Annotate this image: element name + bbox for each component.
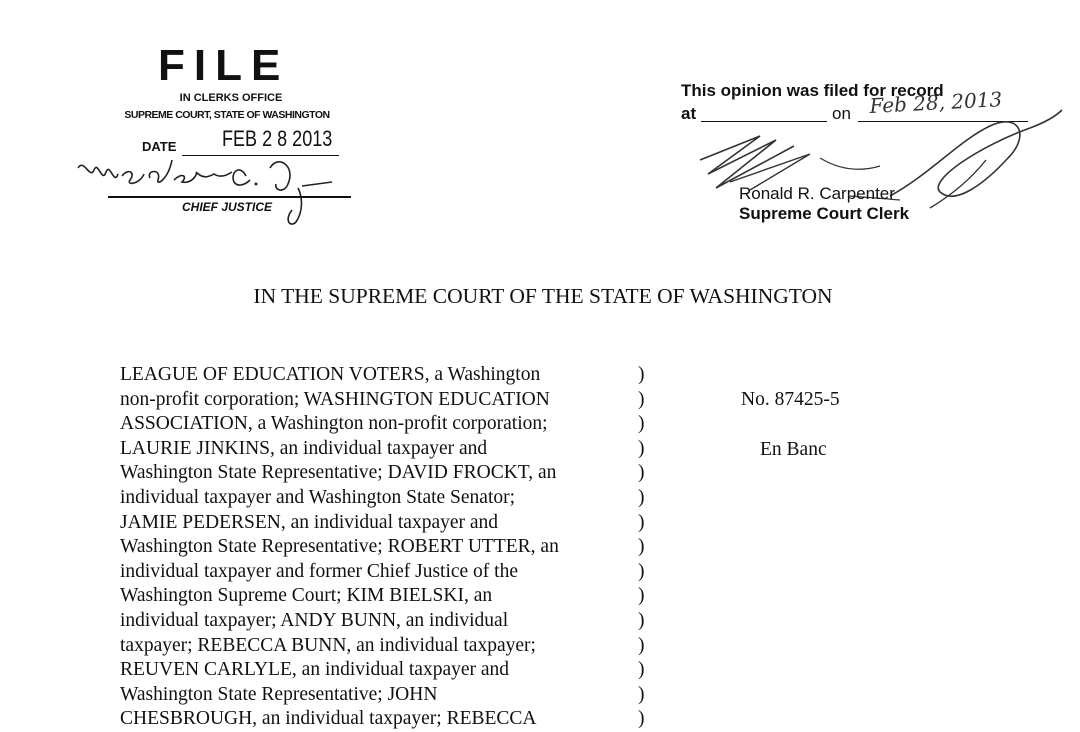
- file-stamp-chief-line: [108, 196, 351, 198]
- caption-paren: ): [638, 364, 645, 385]
- caption-line: individual taxpayer and Washington State Senator;: [120, 486, 516, 508]
- caption-paren: ): [638, 388, 645, 410]
- caption-paren: ): [638, 609, 645, 631]
- caption-line: JAMIE PEDERSEN, an individual taxpayer and: [120, 511, 499, 533]
- en-banc-label: En Banc: [760, 439, 827, 460]
- filed-on-label: on: [832, 104, 851, 123]
- caption-line: LEAGUE OF EDUCATION VOTERS, a Washington: [120, 364, 541, 385]
- caption-line: individual taxpayer and former Chief Justice of the: [120, 560, 518, 582]
- file-stamp-chief-label: CHIEF JUSTICE: [181, 200, 272, 214]
- caption-paren: ): [638, 683, 645, 705]
- case-caption: [120, 363, 625, 732]
- clerk-name: Ronald R. Carpenter: [739, 184, 895, 203]
- caption-paren: ): [638, 659, 645, 681]
- filed-at-label: at: [681, 104, 697, 123]
- caption-paren: ): [638, 413, 645, 435]
- caption-line: REUVEN CARLYLE, an individual taxpayer and: [120, 659, 510, 681]
- caption-line: Washington State Representative; DAVID FROCKT, an: [120, 462, 557, 484]
- caption-paren-column: [638, 363, 652, 732]
- caption-line: LAURIE JINKINS, an individual taxpayer and: [120, 437, 488, 459]
- caption-line: ASSOCIATION, a Washington non-profit corporation;: [120, 413, 548, 435]
- file-stamp-date-label: DATE: [142, 139, 177, 154]
- file-stamp-title: FILE: [158, 41, 290, 90]
- caption-paren: ): [638, 437, 645, 459]
- file-stamp-clerks-office: IN CLERKS OFFICE: [179, 92, 283, 104]
- file-stamp-court-state: SUPREME COURT, STATE OF WASHINGTON: [124, 109, 330, 121]
- caption-paren: ): [638, 560, 645, 582]
- chief-justice-signature: [70, 150, 360, 230]
- caption-line: taxpayer; REBECCA BUNN, an individual taxpayer;: [120, 634, 536, 656]
- caption-line: Washington Supreme Court; KIM BIELSKI, an: [120, 585, 493, 607]
- caption-paren: ): [638, 511, 645, 533]
- clerk-title: Supreme Court Clerk: [739, 204, 910, 223]
- caption-paren: ): [638, 462, 645, 484]
- caption-line: Washington State Representative; JOHN: [120, 683, 438, 705]
- case-number: No. 87425-5: [741, 389, 840, 410]
- file-stamp-date-value: FEB 2 8 2013: [222, 126, 333, 151]
- court-heading: IN THE SUPREME COURT OF THE STATE OF WASHINGTON: [253, 284, 833, 308]
- caption-line: Washington State Representative; ROBERT UTTER, an: [120, 536, 559, 558]
- filed-for-record-text: This opinion was filed for record: [681, 81, 944, 100]
- caption-line: individual taxpayer; ANDY BUNN, an individual: [120, 609, 509, 631]
- caption-paren: ): [638, 585, 645, 607]
- filed-handwritten-date: Feb 28, 2013: [868, 87, 1003, 118]
- caption-paren: ): [638, 708, 645, 730]
- caption-line: CHESBROUGH, an individual taxpayer; REBECCA: [120, 708, 537, 730]
- caption-line: non-profit corporation; WASHINGTON EDUCATION: [120, 388, 550, 410]
- caption-paren: ): [638, 486, 645, 508]
- caption-paren: ): [638, 634, 645, 656]
- caption-paren: ): [638, 536, 645, 558]
